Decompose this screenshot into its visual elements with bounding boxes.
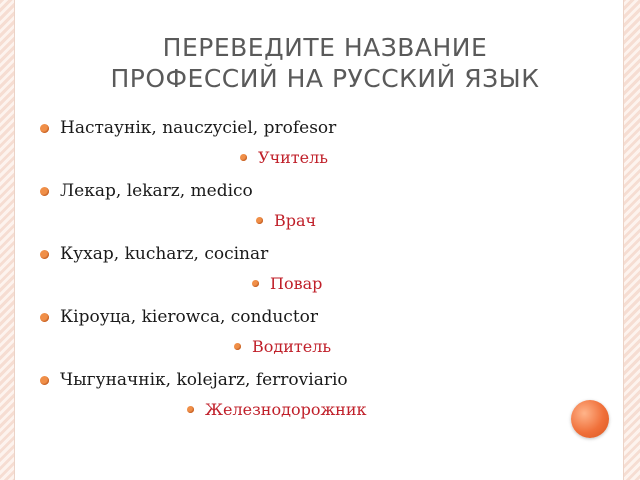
list-item-answer bbox=[38, 398, 598, 430]
title-line-2: ПРОФЕССИЙ НА РУССКИЙ ЯЗЫК bbox=[110, 64, 540, 93]
list-item-answer bbox=[38, 335, 598, 367]
question-text: Настаунік, nauczyciel, profesor bbox=[60, 118, 337, 138]
decorative-orb-icon bbox=[571, 400, 609, 438]
question-text: Кухар, kucharz, cocinar bbox=[60, 244, 269, 264]
list-item bbox=[38, 303, 598, 335]
list-item bbox=[38, 177, 598, 209]
question-text: Кіроуца, kierowca, conductor bbox=[60, 307, 319, 327]
bullet-icon bbox=[187, 406, 194, 413]
bullet-icon bbox=[40, 187, 49, 196]
bullet-icon bbox=[40, 124, 49, 133]
right-decor-stripe bbox=[622, 0, 640, 480]
bullet-icon bbox=[40, 313, 49, 322]
answer-text: Повар bbox=[270, 273, 323, 293]
list-item-answer bbox=[38, 272, 598, 304]
question-text: Чыгуначнік, kolejarz, ferroviario bbox=[60, 370, 348, 390]
left-decor-stripe bbox=[0, 0, 14, 480]
answer-text: Водитель bbox=[252, 336, 332, 356]
bullet-icon bbox=[234, 343, 241, 350]
answer-text: Учитель bbox=[258, 147, 328, 167]
bullet-icon bbox=[40, 250, 49, 259]
list-item bbox=[38, 114, 598, 146]
translation-list bbox=[38, 114, 598, 429]
list-item-answer bbox=[38, 209, 598, 241]
answer-text: Врач bbox=[274, 210, 317, 230]
bullet-icon bbox=[240, 154, 247, 161]
list-item bbox=[38, 366, 598, 398]
bullet-icon bbox=[40, 376, 49, 385]
answer-text: Железнодорожник bbox=[205, 399, 367, 419]
list-item bbox=[38, 240, 598, 272]
bullet-icon bbox=[252, 280, 259, 287]
slide-title bbox=[40, 32, 610, 94]
title-line-1: ПЕРЕВЕДИТЕ НАЗВАНИЕ bbox=[162, 33, 488, 62]
list-item-answer bbox=[38, 146, 598, 178]
bullet-icon bbox=[256, 217, 263, 224]
question-text: Лекар, lekarz, medico bbox=[60, 181, 253, 201]
